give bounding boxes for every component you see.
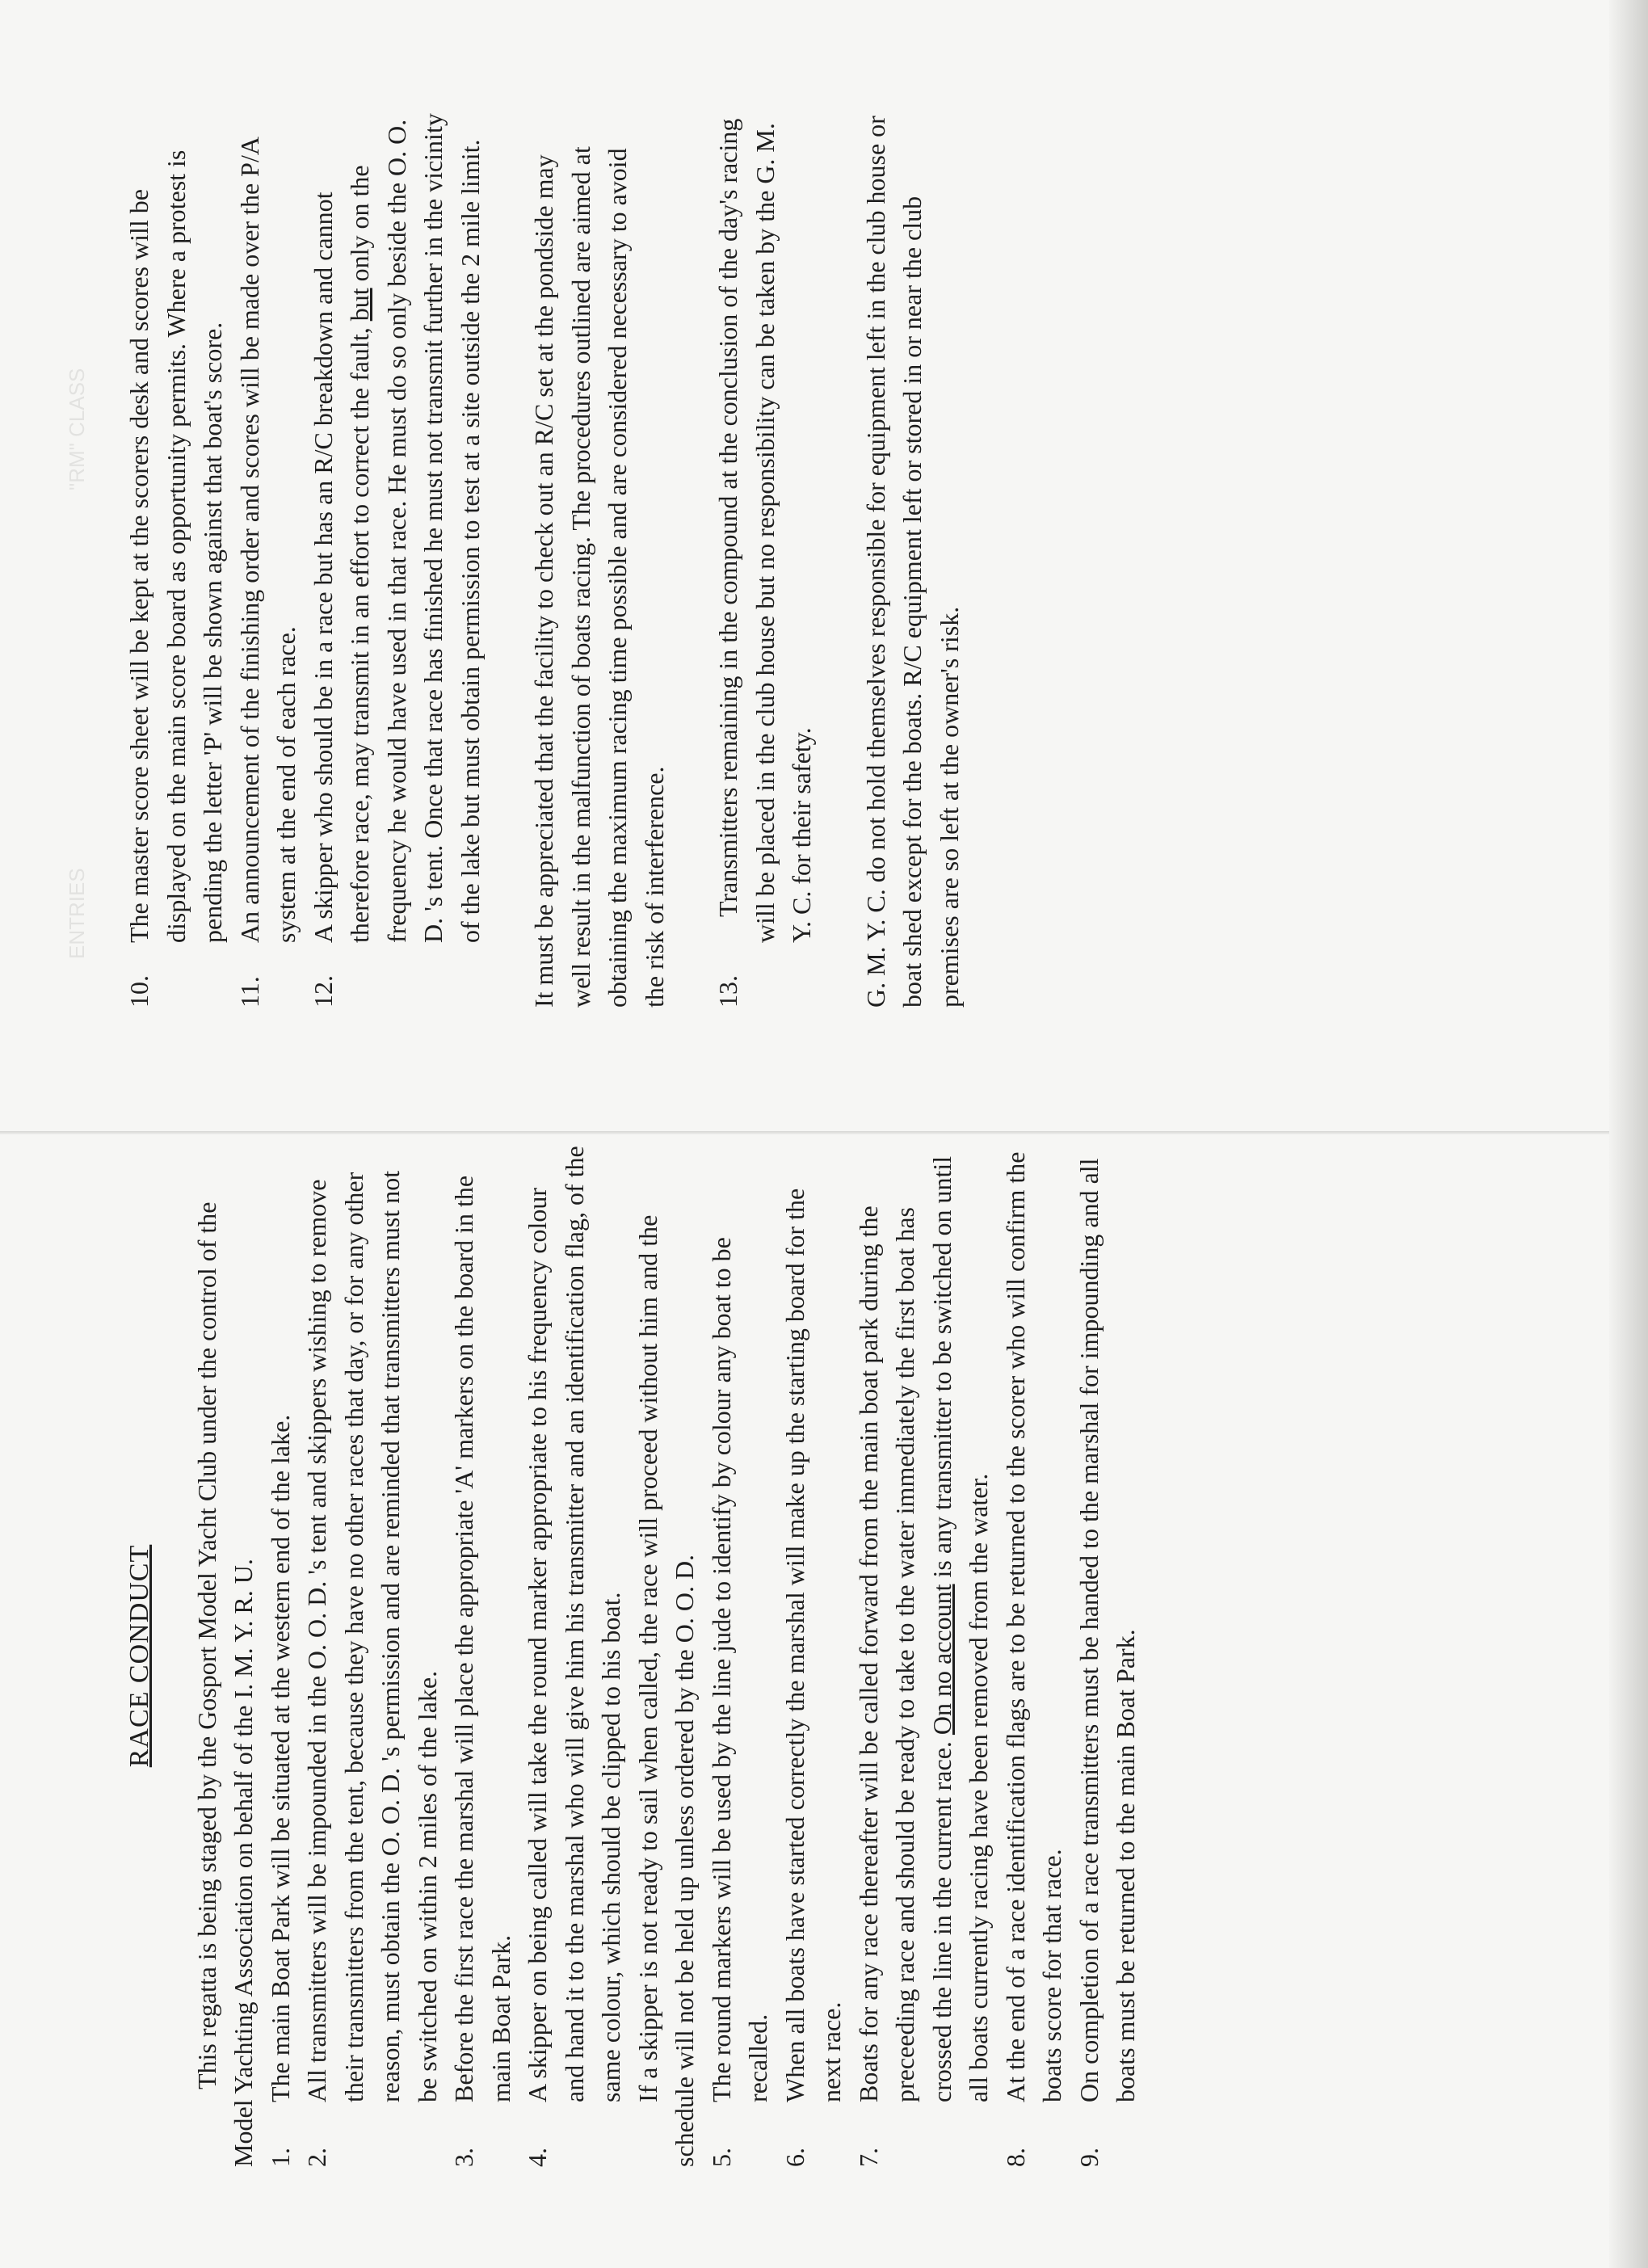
rule-number: 12.: [308, 975, 338, 1008]
rule-text-part: is any transmitter to be switched on until all boats currently racing have been removed from the water.: [927, 1155, 993, 2102]
rule-number: 2.: [302, 2148, 331, 2167]
rule-number: 7.: [853, 2148, 883, 2167]
rule-text-part: only on the frequency he would have used in that race. He must do so only beside the O. O. D. 's tent. Once that race has finished he must not transmit further in the vicinity of the lake but must obtain permission to test at a site outside the 2 mile limit.: [345, 113, 485, 943]
bleed-through-entries: ENTRIES: [65, 868, 89, 959]
rule-text: A skipper on being called will take the round marker appropriate to his frequency colour and hand it to the marshal who will give him his transmitter and an identification flag, of the same colour, which should be clipped to his boat.: [523, 1146, 625, 2102]
rule-2: [299, 1145, 446, 2167]
left-page: [121, 1145, 1145, 2167]
interference-note: It must be appreciated that the facility to check out an R/C set at the pondside may well result in the malfunction of boats racing. The procedures outlined are aimed at obtaining the maximum racing time possible and are considered necessary to avoid the risk of interference.: [529, 146, 669, 1008]
emphasis-underlined: but: [345, 288, 374, 322]
rule-5: [704, 1145, 777, 2167]
bleed-through-class: "RM" CLASS: [65, 368, 89, 490]
rule-text: Transmitters remaining in the compound at the conclusion of the day's racing will be placed in the club house but no responsibility can be taken by the G. M. Y. C. for their safety.: [713, 118, 816, 943]
rule-text: An announcement of the finishing order and scores will be made over the P/A system at the end of each race.: [234, 137, 301, 943]
rule-7: [851, 1145, 998, 2167]
rule-1: [263, 1145, 300, 2167]
rule-text: Before the first race the marshal will place the appropriate 'A' markers on the board in the main Boat Park.: [449, 1175, 515, 2102]
rule-9: [1071, 1145, 1145, 2167]
emphasis-underlined: On no account: [927, 1584, 956, 1736]
rule-4-continuation: If a skipper is not ready to sail when called, the race will proceed without him and the schedule will not be held up unless ordered by the O. O. D.: [633, 1214, 699, 2167]
rule-text-part: Boats for any race thereafter will be called forward from the main boat park during the preceeding race and should be ready to take to the water immediately the first boat has crossed the line in the current race.: [853, 1206, 956, 2102]
rule-number: 11.: [234, 976, 264, 1008]
rule-text: At the end of a race identification flags are to be returned to the scorer who will confirm the boats score for that race.: [1000, 1151, 1066, 2102]
rule-number: 5.: [706, 2148, 736, 2167]
rule-number: 3.: [449, 2148, 478, 2167]
rule-number: 6.: [780, 2148, 809, 2167]
liability-disclaimer: G. M. Y. C. do not hold themselves responsible for equipment left in the club house or boat shed except for the boats. R/C equipment left or stored in or near the club premises are so left at the owner's risk.: [860, 116, 964, 1008]
rule-text: The main Boat Park will be situated at the western end of the lake.: [265, 1414, 295, 2102]
rule-12: [305, 111, 490, 1008]
rule-10: [121, 111, 232, 1008]
rule-number: 1.: [265, 2148, 295, 2167]
rule-text: The round markers will be used by the line jude to identify by colour any boat to be recalled.: [706, 1237, 772, 2102]
rule-4: [519, 1145, 630, 2167]
rule-3: [446, 1145, 519, 2167]
rule-number: 9.: [1074, 2148, 1104, 2167]
rule-number: 10.: [124, 975, 153, 1008]
rule-11: [232, 111, 305, 1008]
rule-number: 4.: [523, 2148, 552, 2167]
right-page: [121, 111, 968, 1008]
rule-6: [777, 1145, 851, 2167]
rule-text: [305, 111, 490, 943]
rule-text: When all boats have started correctly the marshal will make up the starting board for the next race.: [780, 1188, 846, 2102]
rule-13: [710, 111, 821, 1008]
rule-text: [851, 1145, 998, 2102]
rule-number: 13.: [713, 975, 742, 1008]
page-title: RACE CONDUCT: [124, 1544, 154, 1768]
rule-text: The master score sheet will be kept at the scorers desk and scores will be displayed on the main score board as opportunity permits. Where a protest is pending the letter 'P' will be shown against that boat's score.: [124, 149, 227, 943]
intro-paragraph: This regatta is being staged by the Gosport Model Yacht Club under the control of the Model Yachting Association on behalf of the I. M. Y. R. U.: [191, 1201, 258, 2167]
rule-text: All transmitters will be impounded in the O. O. D. 's tent and skippers wishing to remove their transmitters from the tent, because they have no other races that day, or for any other reason, must obtain the O. O. D. 's permission and are reminded that transmitters must not be switched on within 2 miles of the lake.: [302, 1170, 442, 2102]
rule-text: On completion of a race transmitters must be handed to the marshal for impounding and all boats must be returned to the main Boat Park.: [1074, 1158, 1140, 2102]
rule-number: 8.: [1000, 2148, 1030, 2167]
rule-text-part: A skipper who should be in a race but has an R/C breakdown and cannot therefore race, may transmit in an effort to correct the fault,: [308, 191, 374, 943]
rule-8: [998, 1145, 1071, 2167]
